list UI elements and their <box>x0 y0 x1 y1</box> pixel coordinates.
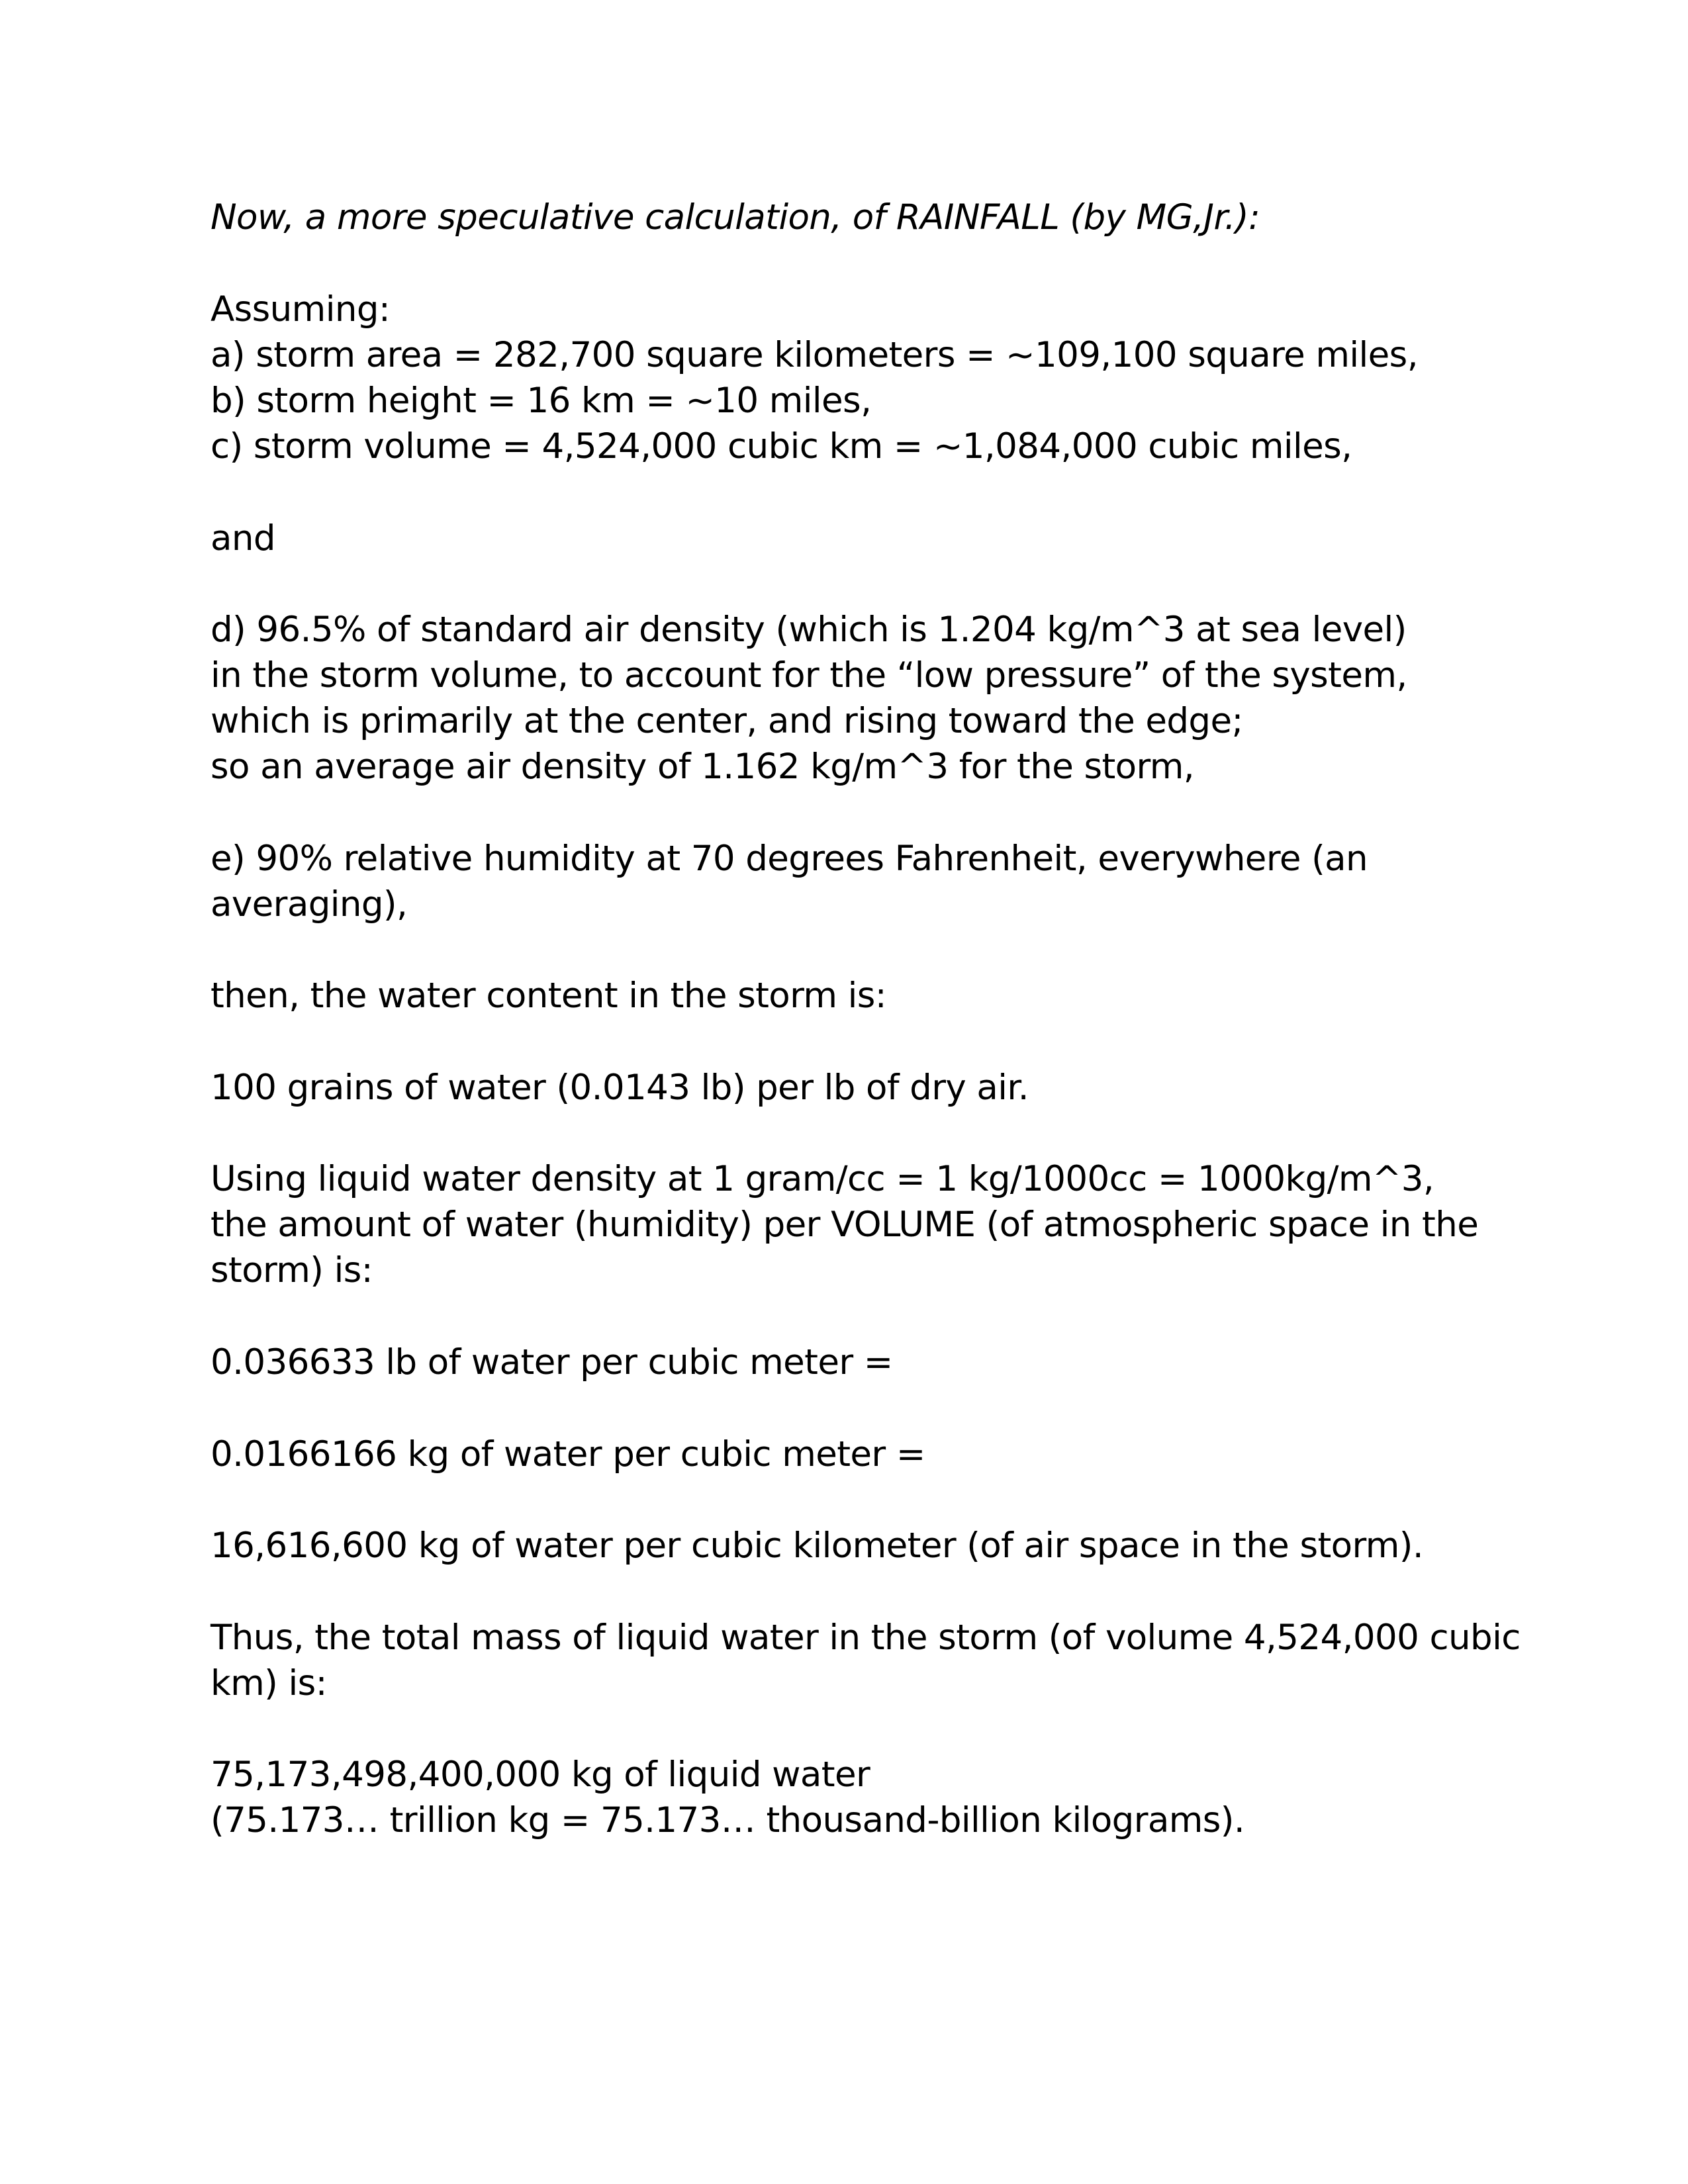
total-mass-intro-line-1: Thus, the total mass of liquid water in the storm (of volume 4,524,000 cubic <box>211 1617 1521 1658</box>
assumption-d-line-1: d) 96.5% of standard air density (which is 1.204 kg/m^3 at sea level) <box>211 610 1407 650</box>
assuming-heading: Assuming: <box>211 289 391 330</box>
assumption-c-storm-volume: c) storm volume = 4,524,000 cubic km = ~1,084,000 cubic miles, <box>211 426 1352 467</box>
assumption-e-line-2: averaging), <box>211 884 408 925</box>
document-title: Now, a more speculative calculation, of RAINFALL (by MG,Jr.): <box>211 197 1260 238</box>
kg-per-cubic-kilometer: 16,616,600 kg of water per cubic kilometer (of air space in the storm). <box>211 1525 1424 1566</box>
assumption-b-storm-height: b) storm height = 16 km = ~10 miles, <box>211 381 872 421</box>
water-density-line-3: storm) is: <box>211 1250 373 1291</box>
and-connector: and <box>211 518 275 559</box>
assumption-d-line-4: so an average air density of 1.162 kg/m^3 for the storm, <box>211 747 1195 787</box>
total-mass-intro-line-2: km) is: <box>211 1663 327 1704</box>
assumption-e-line-1: e) 90% relative humidity at 70 degrees Fahrenheit, everywhere (an <box>211 839 1368 879</box>
water-density-line-2: the amount of water (humidity) per VOLUME (of atmospheric space in the <box>211 1205 1479 1245</box>
grains-per-lb: 100 grains of water (0.0143 lb) per lb of dry air. <box>211 1068 1029 1108</box>
lb-per-cubic-meter: 0.036633 lb of water per cubic meter = <box>211 1342 893 1383</box>
assumption-d-line-2: in the storm volume, to account for the “low pressure” of the system, <box>211 655 1407 696</box>
water-content-intro: then, the water content in the storm is: <box>211 976 887 1016</box>
assumption-d-line-3: which is primarily at the center, and rising toward the edge; <box>211 701 1243 741</box>
kg-per-cubic-meter: 0.0166166 kg of water per cubic meter = <box>211 1434 925 1475</box>
total-mass-result: 75,173,498,400,000 kg of liquid water <box>211 1754 870 1795</box>
total-mass-result-explanation: (75.173… trillion kg = 75.173… thousand-billion kilograms). <box>211 1800 1245 1841</box>
assumption-a-storm-area: a) storm area = 282,700 square kilometers = ~109,100 square miles, <box>211 335 1418 375</box>
water-density-line-1: Using liquid water density at 1 gram/cc = 1 kg/1000cc = 1000kg/m^3, <box>211 1159 1434 1199</box>
